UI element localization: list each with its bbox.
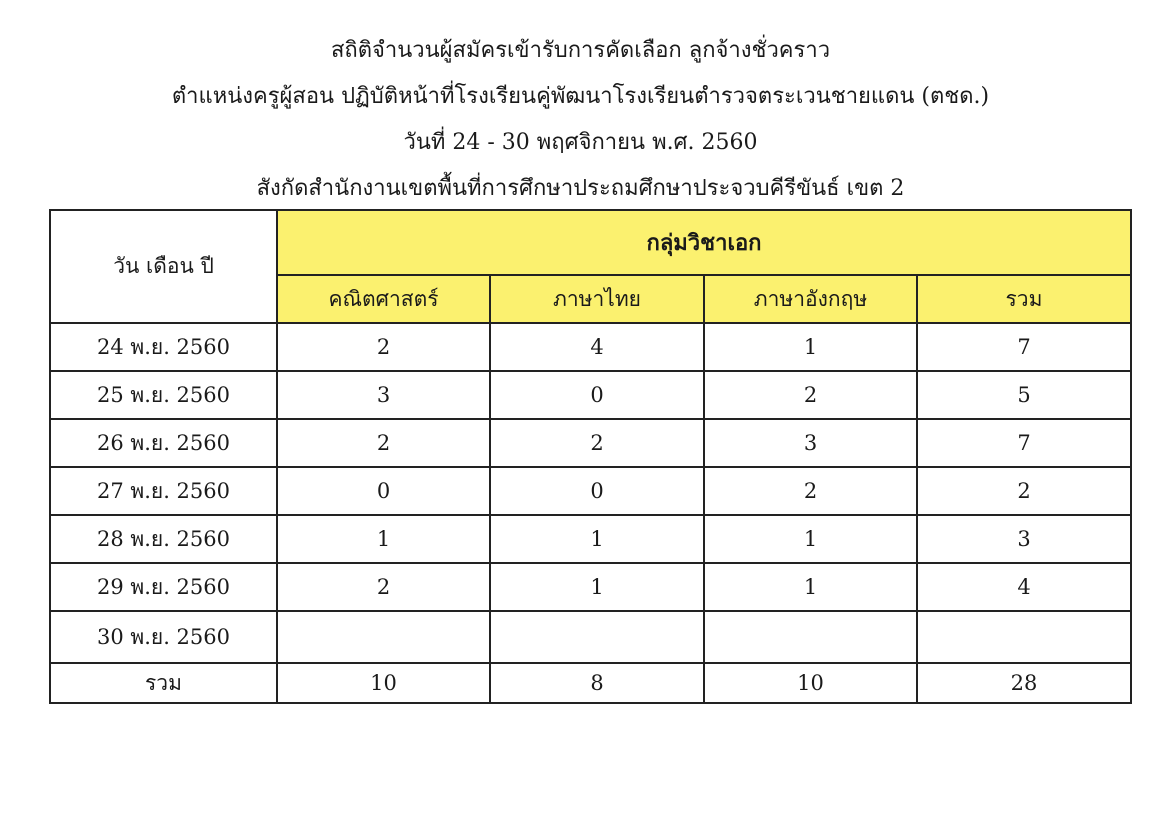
table-row — [50, 419, 1131, 467]
cell-english: 1 — [704, 323, 917, 371]
row-date: 27 พ.ย. 2560 — [50, 467, 277, 515]
table-header-row — [50, 210, 1131, 275]
cell-english — [704, 611, 917, 663]
cell-math: 0 — [277, 467, 490, 515]
total-thai: 8 — [490, 663, 704, 703]
date-column-header: วัน เดือน ปี — [50, 210, 277, 323]
row-date: 29 พ.ย. 2560 — [50, 563, 277, 611]
cell-math: 1 — [277, 515, 490, 563]
cell-math: 2 — [277, 563, 490, 611]
cell-thai — [490, 611, 704, 663]
cell-english: 3 — [704, 419, 917, 467]
cell-total: 3 — [917, 515, 1131, 563]
column-header-thai: ภาษาไทย — [490, 275, 704, 323]
cell-thai: 0 — [490, 371, 704, 419]
row-date: 24 พ.ย. 2560 — [50, 323, 277, 371]
cell-total: 4 — [917, 563, 1131, 611]
row-date: 25 พ.ย. 2560 — [50, 371, 277, 419]
title-line-3: วันที่ 24 - 30 พฤศจิกายน พ.ศ. 2560 — [403, 130, 758, 155]
cell-english: 1 — [704, 515, 917, 563]
cell-english: 1 — [704, 563, 917, 611]
cell-math: 2 — [277, 419, 490, 467]
applicant-stats-table — [49, 209, 1132, 704]
cell-thai: 1 — [490, 563, 704, 611]
cell-math: 2 — [277, 323, 490, 371]
cell-total: 5 — [917, 371, 1131, 419]
row-date: 28 พ.ย. 2560 — [50, 515, 277, 563]
table-row — [50, 611, 1131, 663]
column-header-total: รวม — [917, 275, 1131, 323]
cell-total: 2 — [917, 467, 1131, 515]
table-row — [50, 371, 1131, 419]
title-line-2: ตำแหน่งครูผู้สอน ปฏิบัติหน้าที่โรงเรียนคู่พัฒนาโรงเรียนตำรวจตระเวนชายแดน (ตชด.) — [171, 84, 990, 109]
total-math: 10 — [277, 663, 490, 703]
table-row — [50, 323, 1131, 371]
document-title — [0, 28, 1161, 212]
row-date: 30 พ.ย. 2560 — [50, 611, 277, 663]
cell-thai: 2 — [490, 419, 704, 467]
total-english: 10 — [704, 663, 917, 703]
cell-math — [277, 611, 490, 663]
cell-thai: 4 — [490, 323, 704, 371]
cell-english: 2 — [704, 467, 917, 515]
row-date: 26 พ.ย. 2560 — [50, 419, 277, 467]
cell-total — [917, 611, 1131, 663]
column-header-english: ภาษาอังกฤษ — [704, 275, 917, 323]
cell-total: 7 — [917, 419, 1131, 467]
cell-thai: 1 — [490, 515, 704, 563]
subject-group-header: กลุ่มวิชาเอก — [277, 210, 1131, 275]
column-header-math: คณิตศาสตร์ — [277, 275, 490, 323]
total-label: รวม — [50, 663, 277, 703]
total-all: 28 — [917, 663, 1131, 703]
cell-thai: 0 — [490, 467, 704, 515]
title-line-4: สังกัดสำนักงานเขตพื้นที่การศึกษาประถมศึกษาประจวบคีรีขันธ์ เขต 2 — [256, 176, 905, 201]
table-row — [50, 467, 1131, 515]
cell-total: 7 — [917, 323, 1131, 371]
table-row — [50, 563, 1131, 611]
title-line-1: สถิติจำนวนผู้สมัครเข้ารับการคัดเลือก ลูกจ้างชั่วคราว — [330, 38, 831, 63]
table-total-row — [50, 663, 1131, 703]
cell-english: 2 — [704, 371, 917, 419]
table-row — [50, 515, 1131, 563]
cell-math: 3 — [277, 371, 490, 419]
